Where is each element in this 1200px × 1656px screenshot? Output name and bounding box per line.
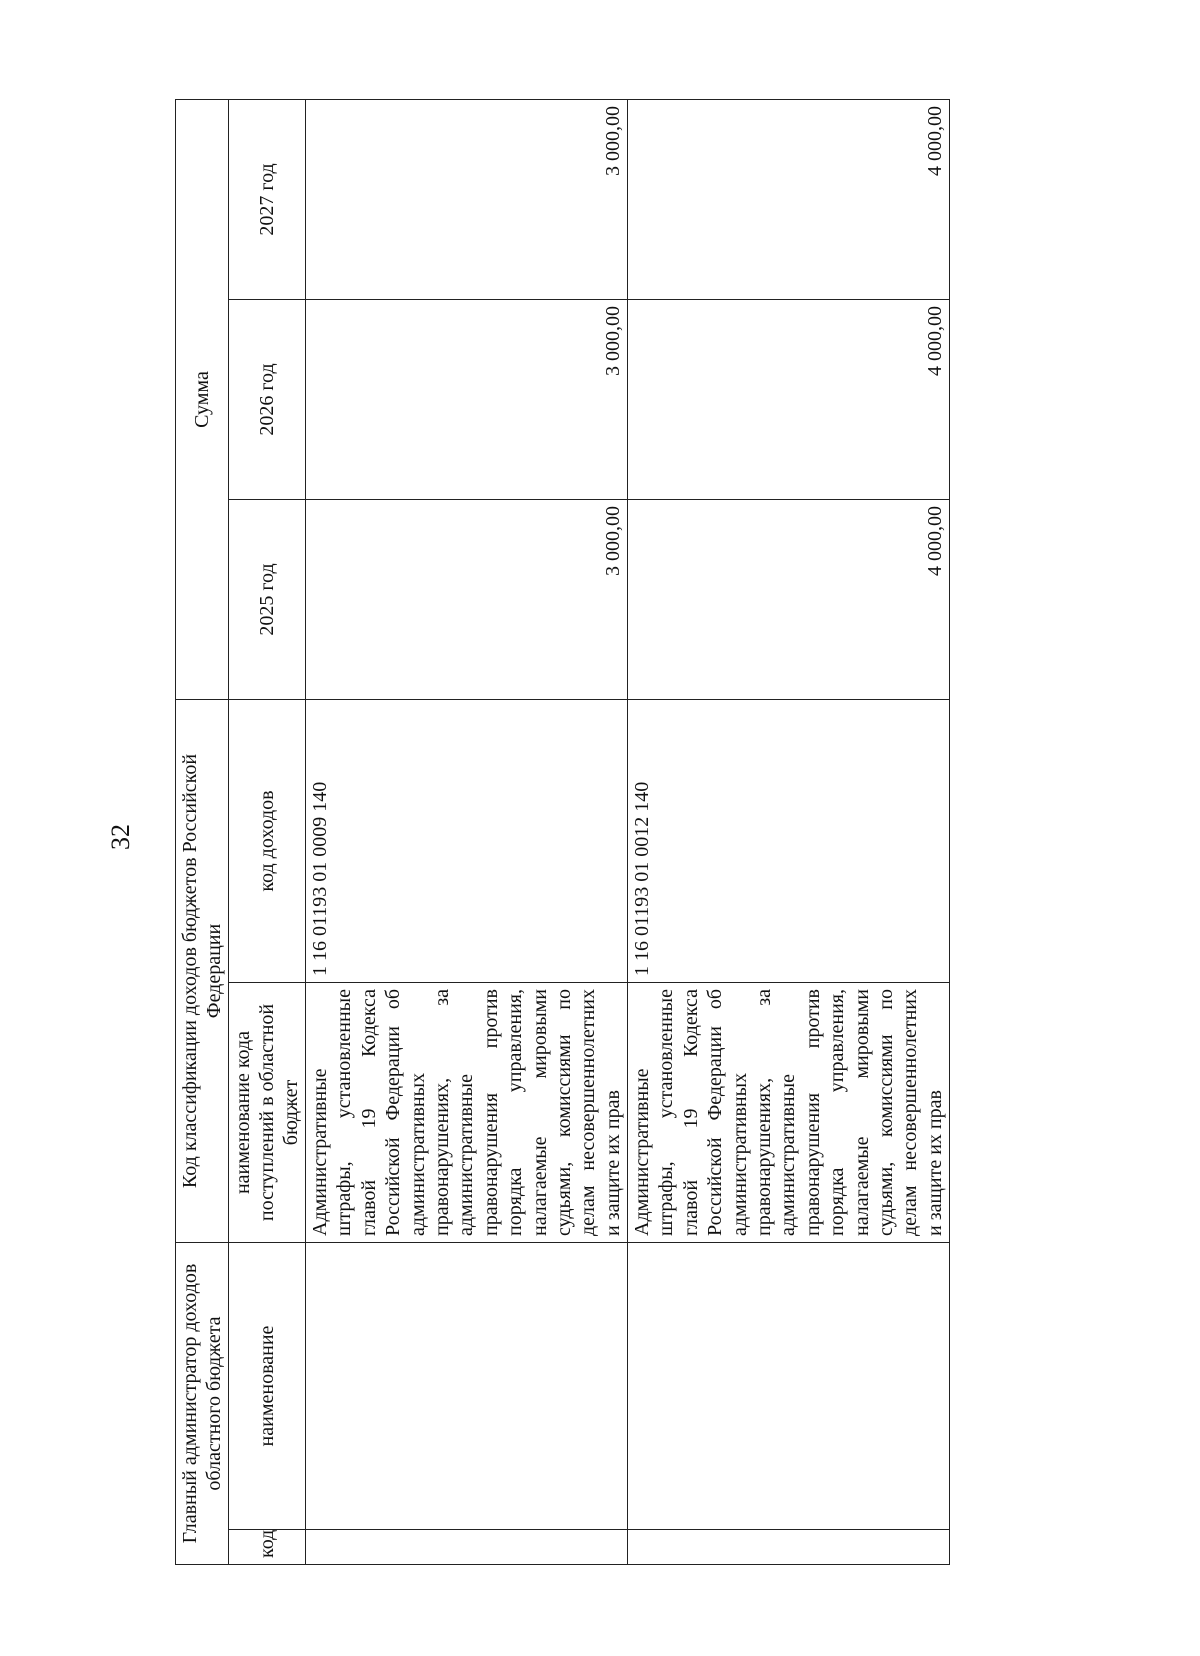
amount-2025-cell: 4 000,00 — [628, 500, 950, 700]
admin-name-header: наименование — [229, 1243, 306, 1530]
amount-2026-cell: 3 000,00 — [306, 300, 628, 500]
year-2027-header: 2027 год — [229, 99, 306, 299]
header-row-columns — [229, 99, 306, 1564]
admin-code-cell — [628, 1530, 950, 1565]
revenue-code-cell: 1 16 01193 01 0009 140 — [306, 700, 628, 983]
page-number: 32 — [106, 824, 135, 850]
header-row-groups — [176, 99, 229, 1564]
revenue-name-cell: Административные штрафы, установленные главой 19 Кодекса Российской Федерации об административных правонарушениях, за административные правонарушения против порядка управления, налагаемые мировыми судьями, комиссиями по делам несовершеннолетних и защите их прав — [628, 983, 950, 1243]
admin-name-cell — [306, 1243, 628, 1530]
year-2025-header: 2025 год — [229, 500, 306, 700]
amount-2027-cell: 3 000,00 — [306, 99, 628, 299]
amount-2026-cell: 4 000,00 — [628, 300, 950, 500]
revenue-code-cell: 1 16 01193 01 0012 140 — [628, 700, 950, 983]
admin-code-header: код — [229, 1530, 306, 1565]
revenue-name-header: наименование кода поступлений в областной бюджет — [229, 983, 306, 1243]
admin-code-cell — [306, 1530, 628, 1565]
revenue-code-header: код доходов — [229, 700, 306, 983]
revenue-table — [175, 99, 950, 1565]
sum-group-header: Сумма — [176, 99, 229, 699]
kbk-group-header: Код классификации доходов бюджетов Российской Федерации — [176, 700, 229, 1243]
rotated-table-wrapper — [175, 100, 947, 1565]
revenue-name-cell: Административные штрафы, установленные главой 19 Кодекса Российской Федерации об административных правонарушениях, за административные правонарушения против порядка управления, налагаемые мировыми судьями, комиссиями по делам несовершеннолетних и защите их прав — [306, 983, 628, 1243]
admin-name-cell — [628, 1243, 950, 1530]
table-row — [628, 99, 950, 1564]
amount-2027-cell: 4 000,00 — [628, 99, 950, 299]
year-2026-header: 2026 год — [229, 300, 306, 500]
amount-2025-cell: 3 000,00 — [306, 500, 628, 700]
admin-group-header: Главный администратор доходов областного бюджета — [176, 1243, 229, 1565]
table-row — [306, 99, 628, 1564]
